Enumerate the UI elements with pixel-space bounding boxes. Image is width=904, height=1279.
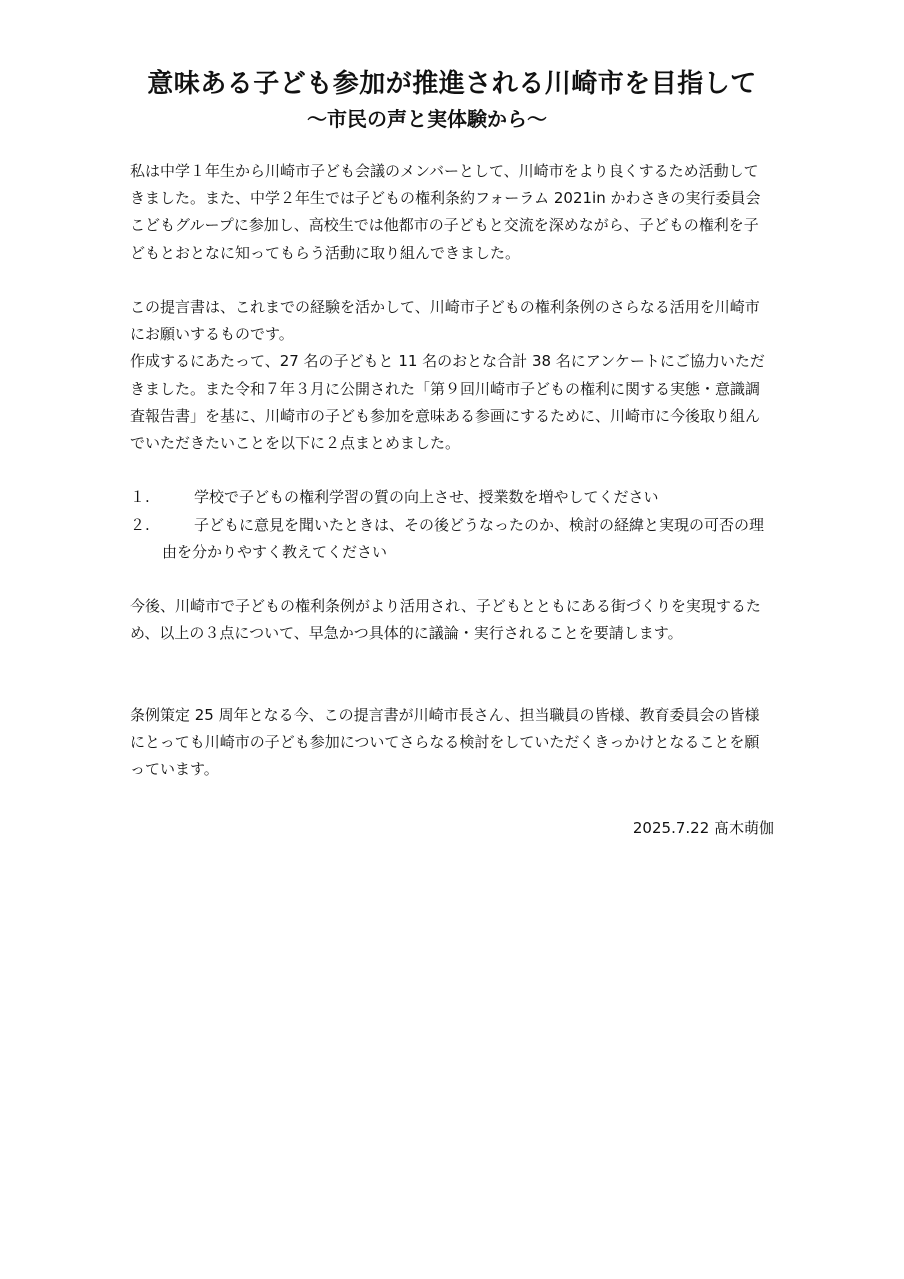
proposal-item	[130, 484, 772, 511]
proposal-text: 学校で子どもの権利学習の質の向上させ、授業数を増やしてください	[194, 488, 659, 507]
date-and-author: 2025.7.22 髙木萌伽	[632, 819, 774, 837]
proposal-text: 子どもに意見を聞いたときは、その後どうなったのか、検討の経緯と実現の可否の理由を分かりやすく教えてください	[162, 515, 765, 561]
paragraph-spacer	[130, 457, 772, 484]
paragraph-spacer	[130, 648, 772, 702]
proposal-item	[130, 512, 772, 566]
closing-paragraph: 条例策定 25 周年となる今、この提言書が川崎市長さん、担当職員の皆様、教育委員会の皆様にとっても川崎市の子ども参加についてさらなる検討をしていただくきっかけとなることを願っています。	[130, 705, 760, 779]
proposal-list	[130, 484, 772, 566]
proposal-number: １.	[130, 488, 150, 507]
request-paragraph: 今後、川崎市で子どもの権利条例がより活用され、子どもとともにある街づくりを実現するため、以上の３点について、早急かつ具体的に議論・実行されることを要請します。	[130, 597, 761, 643]
paragraph-spacer	[130, 267, 772, 294]
purpose-paragraph: この提言書は、これまでの経験を活かして、川崎市子どもの権利条例のさらなる活用を川崎市にお願いするものです。	[130, 298, 760, 344]
intro-paragraph: 私は中学１年生から川崎市子ども会議のメンバーとして、川崎市をより良くするため活動してきました。また、中学２年生では子どもの権利条約フォーラム 2021in かわさきの実行委員会こどもグループに参加し、高校生では他都市の子どもと交流を深めながら、子どもの権利を子どもとおとなに知ってもらう活動に取り組んできました。	[130, 162, 761, 262]
paragraph-spacer	[130, 566, 772, 593]
document-title: 意味ある子ども参加が推進される川崎市を目指して	[147, 69, 757, 99]
method-paragraph: 作成するにあたって、27 名の子どもと 11 名のおとな合計 38 名にアンケートにご協力いただきました。また令和７年３月に公開された「第９回川崎市子どもの権利に関する実態・意識調査報告書」を基に、川崎市の子ども参加を意味ある参画にするために、川崎市に今後取り組んでいただきたいことを以下に２点まとめました。	[130, 352, 765, 453]
document-subtitle: 〜市民の声と実体験から〜	[307, 107, 547, 131]
document-body	[130, 158, 772, 783]
proposal-number: ２.	[130, 515, 150, 534]
